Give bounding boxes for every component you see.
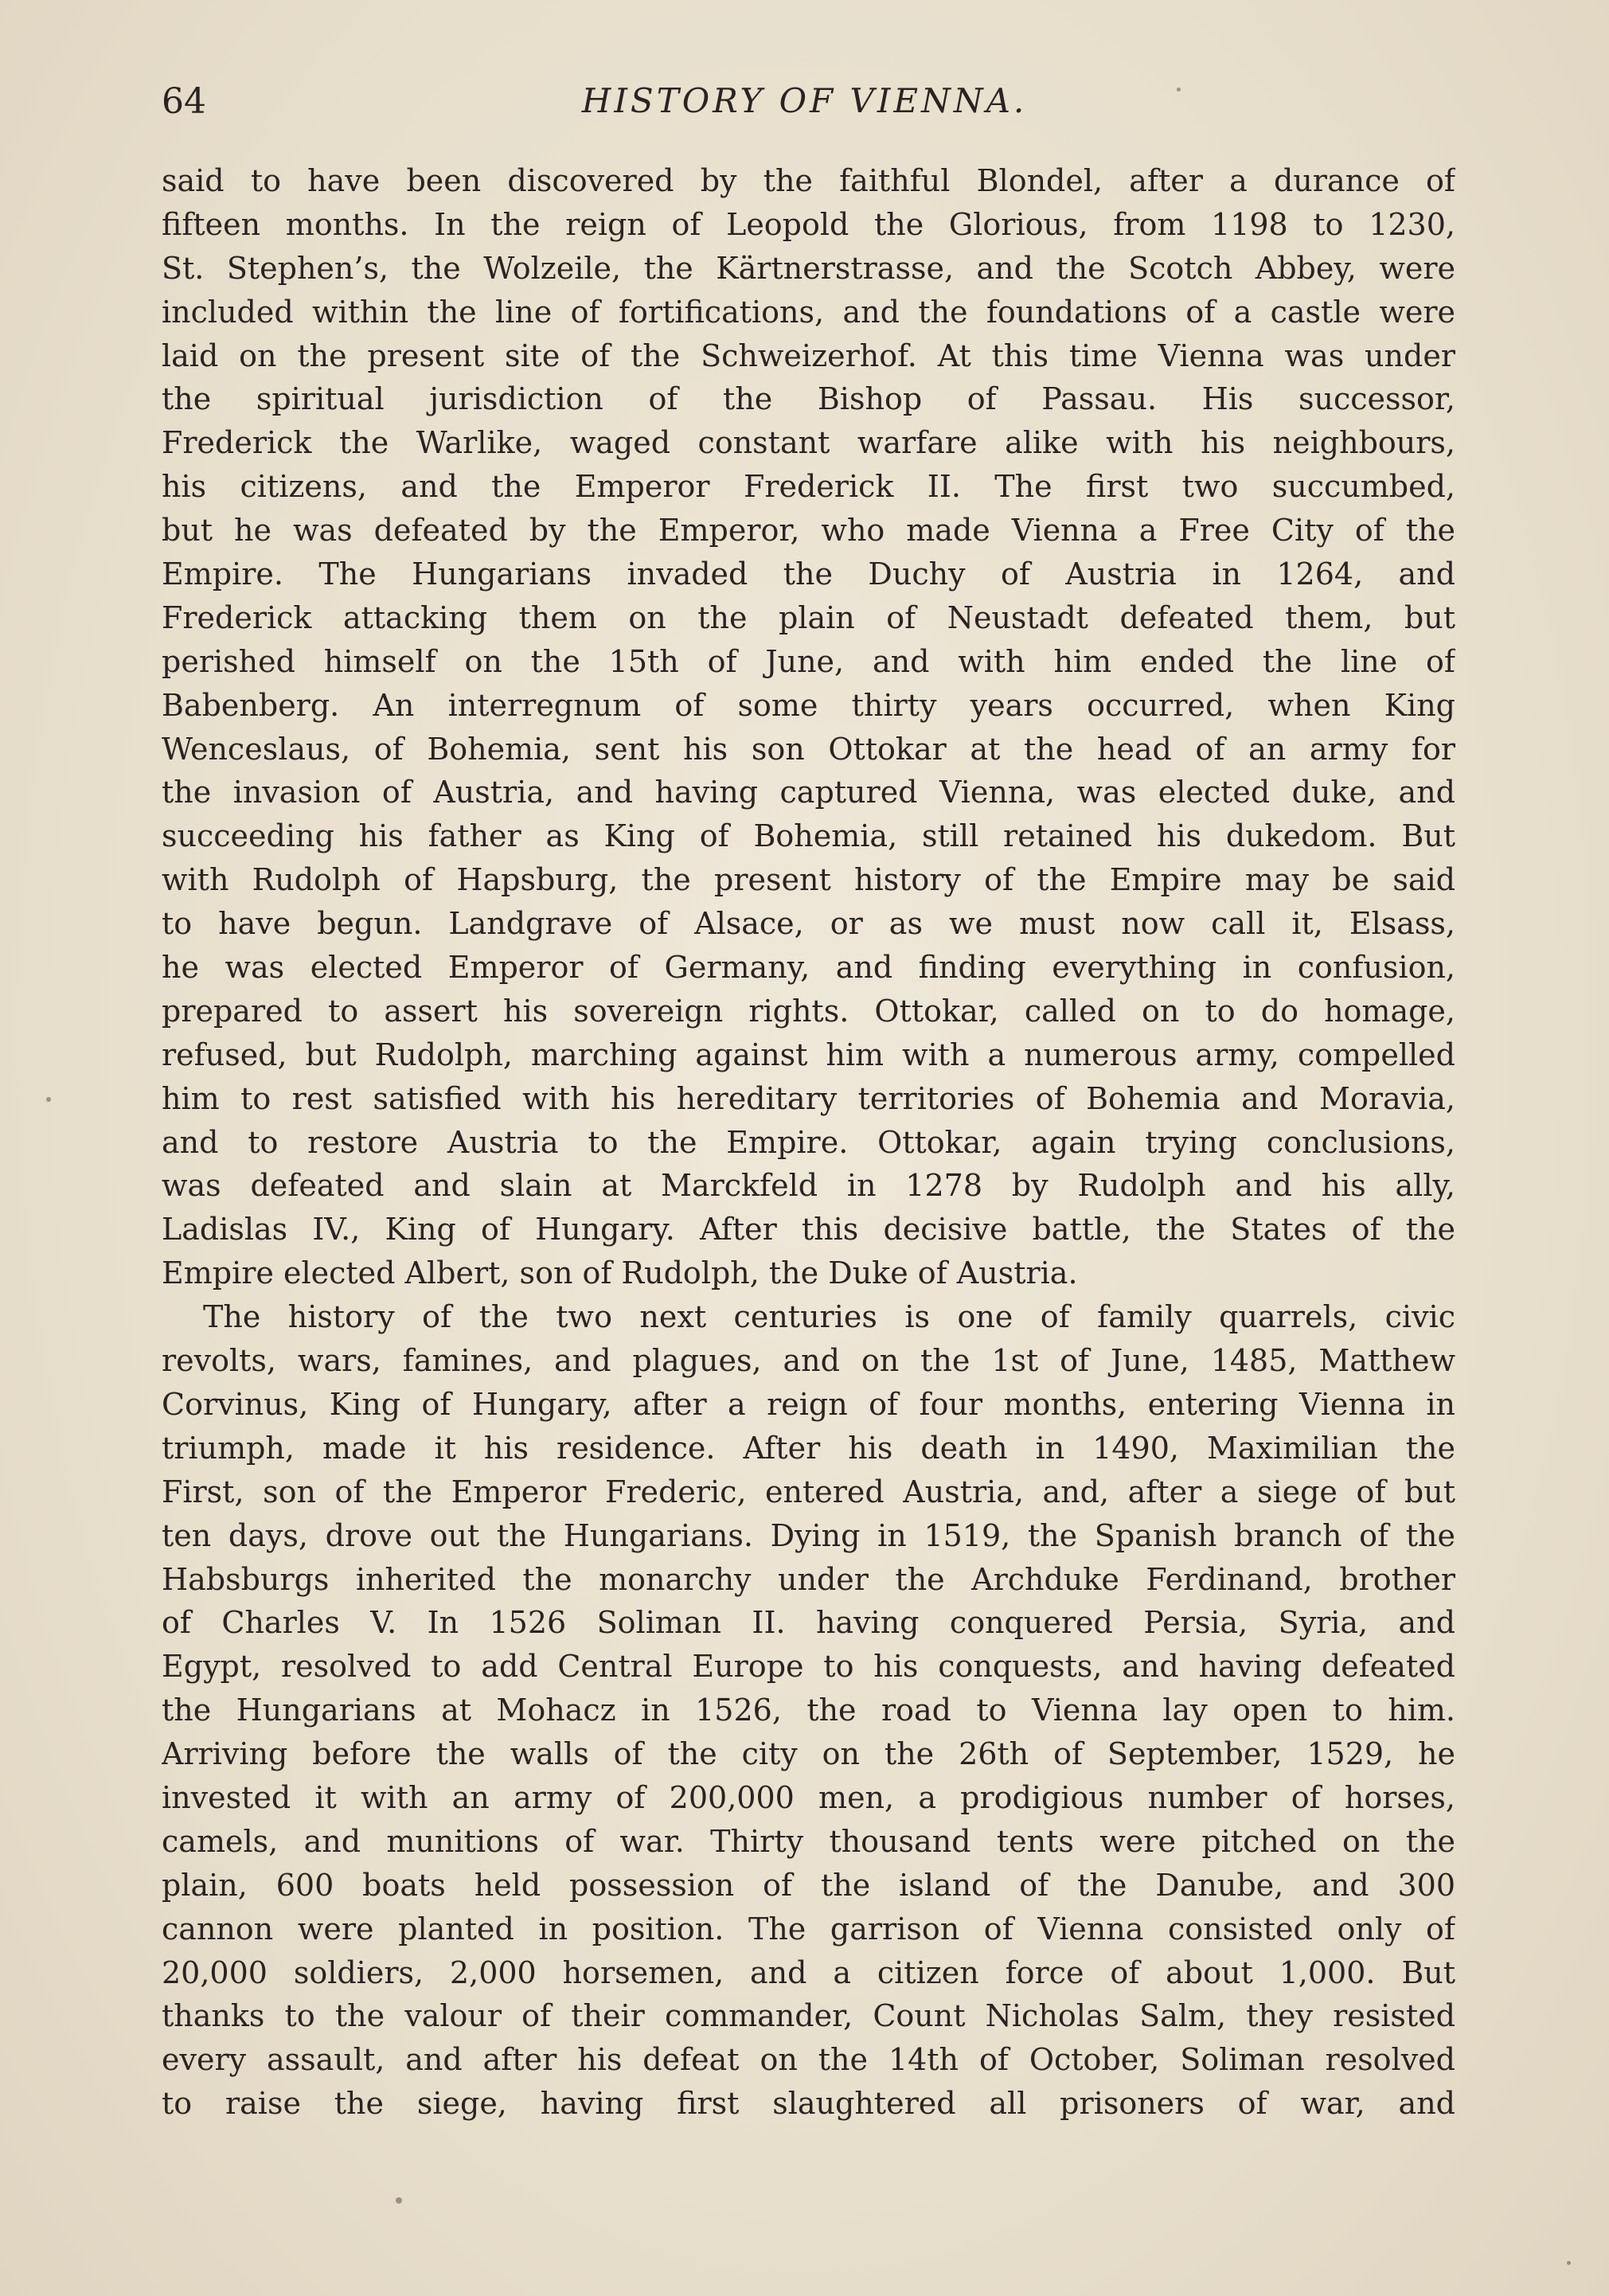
paper-speck	[396, 2197, 402, 2204]
text-line: plain, 600 boats held possession of the island of the Danube, and 300	[162, 1867, 1455, 1903]
text-line: the spiritual jurisdiction of the Bishop of Passau. His successor,	[162, 381, 1455, 417]
paper-speck	[46, 1097, 51, 1102]
text-line: and to restore Austria to the Empire. Ottokar, again trying conclusions,	[162, 1124, 1455, 1160]
body-text	[162, 159, 1455, 2126]
text-line: him to rest satisfied with his hereditary territories of Bohemia and Moravia,	[162, 1080, 1455, 1116]
text-line: succeeding his father as King of Bohemia, still retained his dukedom. But	[162, 818, 1455, 854]
text-line: Frederick attacking them on the plain of Neustadt defeated them, but	[162, 599, 1455, 635]
text-line: the Hungarians at Mohacz in 1526, the road to Vienna lay open to him.	[162, 1693, 1455, 1728]
paper-speck	[1567, 2261, 1571, 2265]
text-line: St. Stephen’s, the Wolzeile, the Kärtnerstrasse, and the Scotch Abbey, were	[162, 250, 1455, 286]
text-line: Babenberg. An interregnum of some thirty years occurred, when King	[162, 687, 1455, 723]
text-line: perished himself on the 15th of June, and with him ended the line of	[162, 643, 1455, 679]
text-line: triumph, made it his residence. After his death in 1490, Maximilian the	[162, 1430, 1455, 1466]
text-line: Corvinus, King of Hungary, after a reign of four months, entering Vienna in	[162, 1386, 1455, 1422]
text-line: revolts, wars, famines, and plagues, and on the 1st of June, 1485, Matthew	[162, 1343, 1455, 1379]
text-line: every assault, and after his defeat on the 14th of October, Soliman resolved	[162, 2042, 1455, 2078]
text-line: his citizens, and the Emperor Frederick II. The first two succumbed,	[162, 469, 1455, 505]
text-line: to have begun. Landgrave of Alsace, or as we must now call it, Elsass,	[162, 906, 1455, 942]
text-line: fifteen months. In the reign of Leopold the Glorious, from 1198 to 1230,	[162, 206, 1455, 242]
text-line: of Charles V. In 1526 Soliman II. having conquered Persia, Syria, and	[162, 1605, 1455, 1641]
text-line: ten days, drove out the Hungarians. Dying in 1519, the Spanish branch of the	[162, 1517, 1455, 1553]
paper-speck	[1177, 88, 1181, 92]
text-line: invested it with an army of 200,000 men, a prodigious number of horses,	[162, 1779, 1455, 1815]
text-line: laid on the present site of the Schweizerhof. At this time Vienna was under	[162, 338, 1455, 373]
text-line: was defeated and slain at Marckfeld in 1278 by Rudolph and his ally,	[162, 1168, 1455, 1204]
text-line: to raise the siege, having first slaughtered all prisoners of war, and	[162, 2086, 1455, 2122]
text-line: Egypt, resolved to add Central Europe to his conquests, and having defeated	[162, 1649, 1455, 1685]
running-title: HISTORY OF VIENNA.	[581, 81, 1028, 120]
text-line: thanks to the valour of their commander, Count Nicholas Salm, they resisted	[162, 1998, 1455, 2034]
text-line: camels, and munitions of war. Thirty thousand tents were pitched on the	[162, 1823, 1455, 1859]
text-line: Frederick the Warlike, waged constant warfare alike with his neighbours,	[162, 425, 1455, 461]
text-line: Arriving before the walls of the city on the 26th of September, 1529, he	[162, 1736, 1455, 1772]
text-line: cannon were planted in position. The garrison of Vienna consisted only of	[162, 1911, 1455, 1947]
text-line: but he was defeated by the Emperor, who made Vienna a Free City of the	[162, 513, 1455, 549]
text-line: First, son of the Emperor Frederic, entered Austria, and, after a siege of but	[162, 1474, 1455, 1509]
text-line: prepared to assert his sovereign rights. Ottokar, called on to do homage,	[162, 993, 1455, 1029]
text-line: Habsburgs inherited the monarchy under the Archduke Ferdinand, brother	[162, 1561, 1455, 1597]
paragraph-start-line: The history of the two next centuries is one of family quarrels, civic	[203, 1299, 1455, 1335]
text-line: Ladislas IV., King of Hungary. After this decisive battle, the States of the	[162, 1212, 1455, 1248]
text-line: Wenceslaus, of Bohemia, sent his son Ottokar at the head of an army for	[162, 731, 1455, 767]
text-line: 20,000 soldiers, 2,000 horsemen, and a citizen force of about 1,000. But	[162, 1954, 1455, 1990]
page-number: 64	[162, 81, 206, 122]
text-line: he was elected Emperor of Germany, and finding everything in confusion,	[162, 950, 1455, 986]
text-line: the invasion of Austria, and having captured Vienna, was elected duke, and	[162, 775, 1455, 810]
text-line: refused, but Rudolph, marching against him with a numerous army, compelled	[162, 1037, 1455, 1072]
paragraph-end-line: Empire elected Albert, son of Rudolph, the Duke of Austria.	[162, 1255, 1078, 1291]
text-line: with Rudolph of Hapsburg, the present history of the Empire may be said	[162, 862, 1455, 898]
text-line: included within the line of fortifications, and the foundations of a castle were	[162, 294, 1455, 330]
text-line: said to have been discovered by the faithful Blondel, after a durance of	[162, 163, 1455, 198]
text-line: Empire. The Hungarians invaded the Duchy of Austria in 1264, and	[162, 556, 1455, 592]
